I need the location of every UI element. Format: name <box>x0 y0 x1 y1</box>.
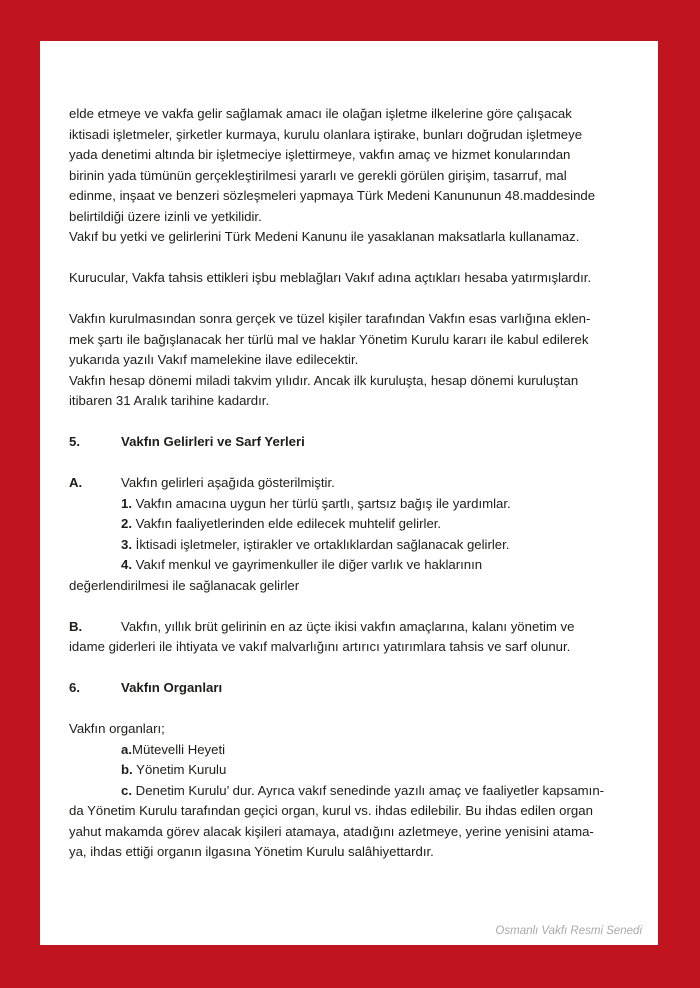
text-line: idame giderleri ile ihtiyata ve vakıf malvarlığını artırıcı yatırımlara tahsis ve sarf olunur. <box>69 639 571 654</box>
page-footer: Osmanlı Vakfı Resmi Senedi <box>495 925 642 937</box>
section-number: 6. <box>69 680 80 695</box>
text-line: birinin yada tümünün gerçekleştirilmesi yararlı ve gerekli görülen girişim, tasarruf, mal <box>69 167 567 183</box>
list-item <box>69 740 629 761</box>
document-page <box>40 41 658 945</box>
section-title: Vakfın Gelirleri ve Sarf Yerleri <box>121 434 305 449</box>
text-line: edinme, inşaat ve benzeri sözleşmeleri yapmaya Türk Medeni Kanununun 48.maddesinde <box>69 188 596 203</box>
text-line: da Yönetim Kurulu tarafından geçici organ, kurul vs. ihdas edilebilir. Bu ihdas edilen organ <box>69 803 593 818</box>
sub-section-letter: A. <box>69 475 83 490</box>
text-line: yukarıda yazılı Vakıf mamelekine ilave edilecektir. <box>69 352 359 367</box>
sub-section-text: Vakfın, yıllık brüt gelirinin en az üçte ikisi vakfın amaçlarına, kalanı yönetim ve <box>121 618 575 634</box>
text-line: iktisadi işletmeler, şirketler kurmaya, kurulu olanlara iştirake, bunları doğrudan işletmeye <box>69 126 583 142</box>
section-heading-5 <box>69 432 629 453</box>
list-item-number: 4. <box>121 557 132 572</box>
text-line: mek şartı ile bağışlanacak her türlü mal ve haklar Yönetim Kurulu kararı ile kabul edilerek <box>69 331 589 347</box>
list-item <box>69 760 629 781</box>
list-item-text: Vakfın amacına uygun her türlü şartlı, şartsız bağış ile yardımlar. <box>132 495 511 511</box>
text-line: ya, ihdas ettiği organın ilgasına Yönetim Kurulu salâhiyettardır. <box>69 844 434 859</box>
list-item-text: Denetim Kurulu’ dur. Ayrıca vakıf senedinde yazılı amaç ve faaliyetler kapsamın- <box>132 782 605 798</box>
list-item-number: 1. <box>121 495 132 511</box>
text-line: Vakfın organları; <box>69 721 165 736</box>
text-line: yada denetimi altında bir işletmeciye işlettirmeye, vakfın amaç ve hizmet konularından <box>69 147 571 162</box>
sub-section-a <box>69 473 629 494</box>
section-title: Vakfın Organları <box>121 680 223 695</box>
text-line: Vakfın hesap dönemi miladi takvim yılıdır. Ancak ilk kuruluşta, hesap dönemi kuruluştan <box>69 372 579 388</box>
list-item-number: 3. <box>121 536 132 552</box>
list-item-number: 2. <box>121 516 132 531</box>
sub-section-letter: B. <box>69 618 83 634</box>
text-line: belirtildiği üzere izinli ve yetkilidir. <box>69 208 262 224</box>
list-item <box>69 535 629 556</box>
text-line: Vakfın kurulmasından sonra gerçek ve tüzel kişiler tarafından Vakfın esas varlığına eklen- <box>69 311 591 326</box>
list-item <box>69 494 629 515</box>
text-line: Vakıf bu yetki ve gelirlerini Türk Medeni Kanunu ile yasaklanan maksatlarla kullanamaz. <box>69 229 580 244</box>
sub-section-intro: Vakfın gelirleri aşağıda gösterilmiştir. <box>121 475 335 490</box>
text-line: değerlendirilmesi ile sağlanacak gelirler <box>69 577 300 593</box>
sub-section-b <box>69 617 629 638</box>
list-item-text: Mütevelli Heyeti <box>132 741 226 757</box>
list-item <box>69 514 629 535</box>
text-line: itibaren 31 Aralık tarihine kadardır. <box>69 393 270 408</box>
list-item <box>69 555 629 576</box>
list-item-text: Vakıf menkul ve gayrimenkuller ile diğer varlık ve haklarının <box>132 557 483 572</box>
text-line: yahut makamda görev alacak kişileri atamaya, atadığını azletmeye, yerine yenisini atama- <box>69 823 594 839</box>
document-content <box>69 104 629 863</box>
section-number: 5. <box>69 434 80 449</box>
list-item-letter: b. <box>121 762 133 777</box>
section-heading-6 <box>69 678 629 699</box>
text-line: elde etmeye ve vakfa gelir sağlamak amacı ile olağan işletme ilkelerine göre çalışacak <box>69 106 572 121</box>
list-item-letter: c. <box>121 782 132 798</box>
list-item <box>69 781 629 802</box>
text-line: Kurucular, Vakfa tahsis ettikleri işbu meblağları Vakıf adına açtıkları hesaba yatırmışlardır. <box>69 270 592 285</box>
list-item-text: İktisadi işletmeler, iştirakler ve ortaklıklardan sağlanacak gelirler. <box>132 536 510 552</box>
list-item-letter: a. <box>121 741 132 757</box>
list-item-text: Yönetim Kurulu <box>132 762 227 777</box>
list-item-text: Vakfın faaliyetlerinden elde edilecek muhtelif gelirler. <box>132 516 442 531</box>
